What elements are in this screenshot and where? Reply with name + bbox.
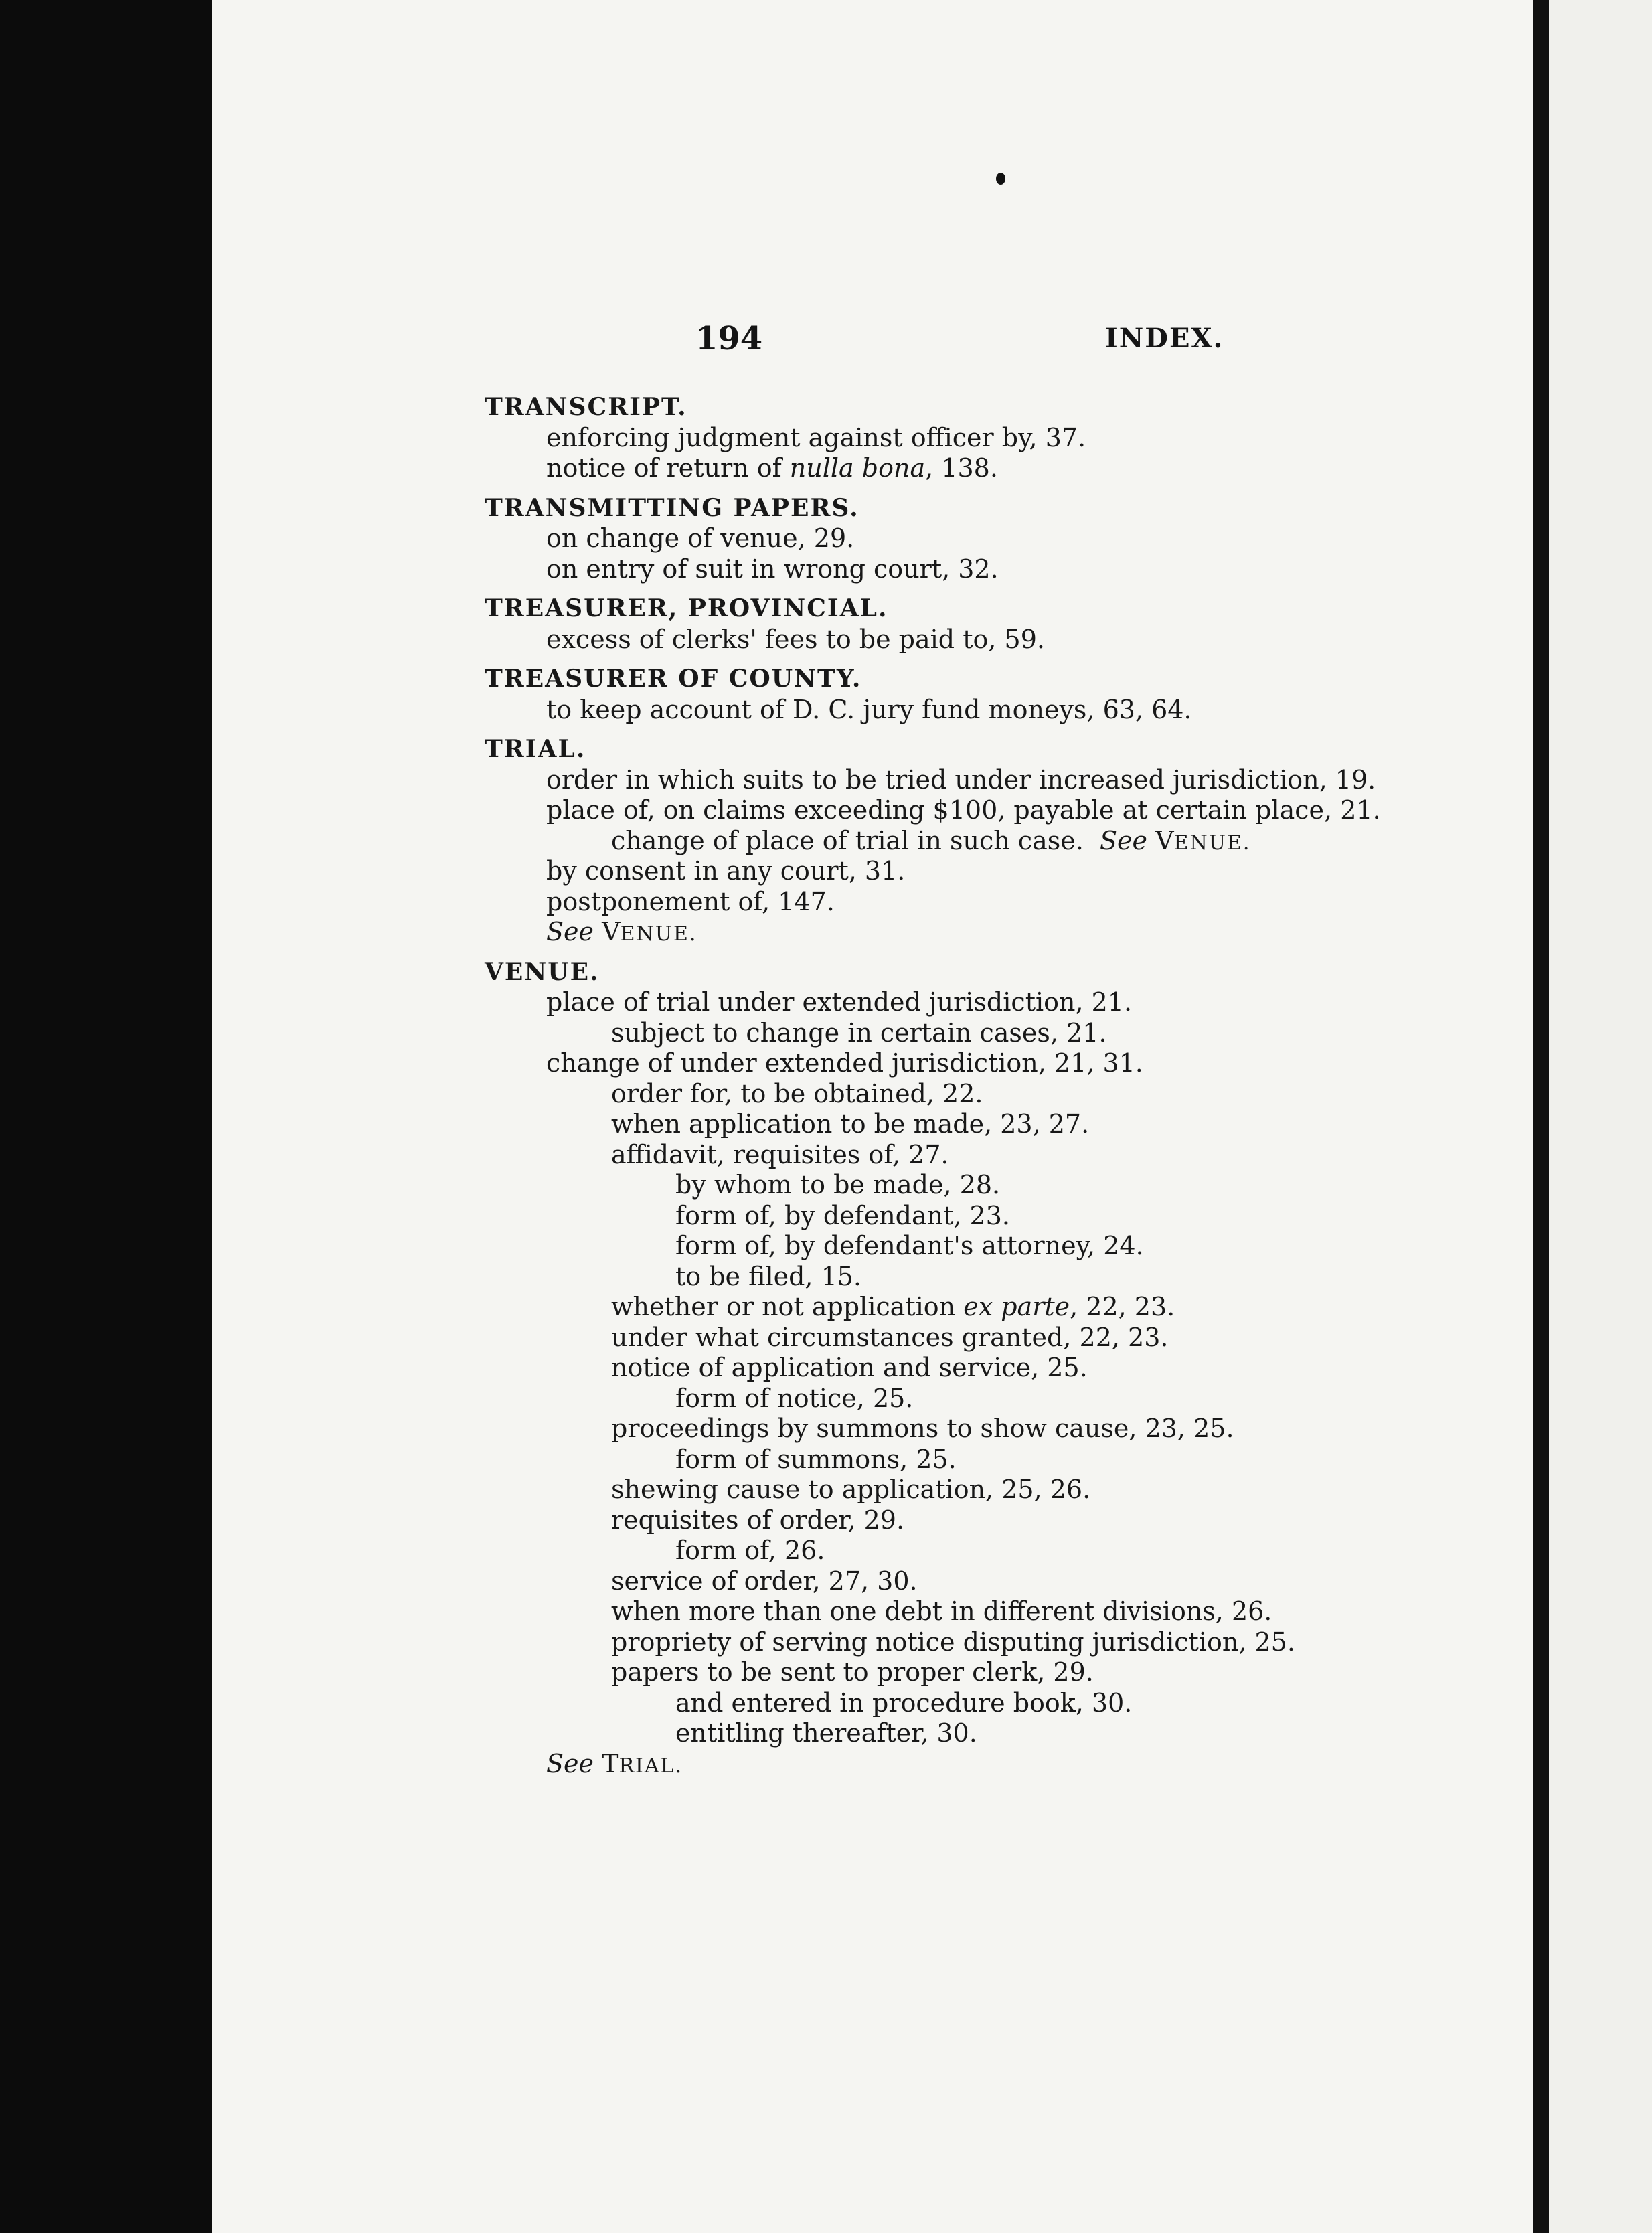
entry-text: enforcing judgment against officer by, 37. xyxy=(546,423,1086,452)
index-subentry xyxy=(611,1414,1234,1443)
entry-text: shewing cause to application, 25, 26. xyxy=(611,1475,1091,1504)
index-subentry xyxy=(546,1749,683,1779)
index-subentry xyxy=(611,1353,1088,1382)
cross-ref-initial: V xyxy=(602,917,621,946)
entry-text: TRANSCRIPT. xyxy=(485,393,687,421)
index-subentry xyxy=(675,1688,1132,1718)
index-heading xyxy=(485,664,861,693)
entry-text: proceedings by summons to show cause, 23, 25. xyxy=(611,1414,1234,1443)
entry-text: propriety of serving notice disputing jurisdiction, 25. xyxy=(611,1627,1295,1657)
book-page xyxy=(212,0,1533,2233)
see-reference: See xyxy=(546,1749,594,1779)
index-subentry xyxy=(611,1018,1107,1048)
index-subentry xyxy=(611,1657,1094,1687)
index-heading xyxy=(485,594,888,623)
index-subentry xyxy=(546,554,999,584)
entry-text: place of trial under extended jurisdiction, 21. xyxy=(546,987,1133,1017)
entry-text: form of, 26. xyxy=(675,1536,825,1565)
ink-speck xyxy=(996,173,1005,185)
index-subentry xyxy=(611,1566,918,1596)
index-heading xyxy=(485,957,600,987)
index-subentry xyxy=(546,625,1045,654)
index-subentry xyxy=(546,917,697,946)
cross-ref-initial: V xyxy=(1155,826,1174,855)
entry-text-after: , 22, 23. xyxy=(1070,1292,1175,1321)
entry-text-after: , 138. xyxy=(925,453,998,483)
entry-text: by whom to be made, 28. xyxy=(675,1170,1001,1200)
entry-text: change of place of trial in such case. xyxy=(611,826,1084,855)
index-subentry xyxy=(546,987,1132,1017)
index-subentry xyxy=(611,1475,1090,1504)
index-subentry xyxy=(611,1323,1168,1352)
entry-text: place of, on claims exceeding $100, payable at certain place, 21. xyxy=(546,795,1381,825)
index-subentry xyxy=(546,523,854,553)
index-subentry xyxy=(546,856,905,886)
see-reference: See xyxy=(546,917,594,946)
index-heading xyxy=(485,493,859,523)
entry-text: order in which suits to be tried under increased jurisdiction, 19. xyxy=(546,765,1376,795)
entry-text: notice of return of xyxy=(546,453,790,483)
entry-text: postponement of, 147. xyxy=(546,887,835,916)
index-subentry xyxy=(546,423,1086,452)
entry-text: by consent in any court, 31. xyxy=(546,856,906,886)
entry-text: affidavit, requisites of, 27. xyxy=(611,1140,949,1169)
entry-text: order for, to be obtained, 22. xyxy=(611,1079,983,1108)
index-subentry xyxy=(611,826,1250,855)
entry-text: papers to be sent to proper clerk, 29. xyxy=(611,1657,1094,1687)
index-subentry xyxy=(675,1536,825,1565)
index-subentry xyxy=(675,1231,1144,1260)
entry-text: on entry of suit in wrong court, 32. xyxy=(546,554,999,584)
index-subentry xyxy=(611,1109,1089,1139)
index-subentry xyxy=(675,1170,1000,1200)
index-subentry xyxy=(546,695,1192,724)
index-subentry xyxy=(675,1201,1010,1230)
index-subentry xyxy=(546,795,1381,825)
page-gutter xyxy=(1533,0,1549,2233)
entry-text: change of under extended jurisdiction, 21, 31. xyxy=(546,1048,1143,1078)
index-subentry xyxy=(675,1718,977,1748)
index-subentry xyxy=(611,1140,949,1169)
cross-ref-rest: ENUE. xyxy=(1173,831,1251,855)
entry-text: TREASURER OF COUNTY. xyxy=(485,665,862,693)
index-subentry xyxy=(611,1079,983,1108)
index-heading xyxy=(485,392,687,422)
index-subentry xyxy=(611,1505,904,1535)
entry-text: and entered in procedure book, 30. xyxy=(675,1688,1133,1718)
entry-text: when application to be made, 23, 27. xyxy=(611,1109,1090,1139)
index-subentry xyxy=(546,765,1376,795)
entry-text: to keep account of D. C. jury fund moneys, 63, 64. xyxy=(546,695,1192,724)
entry-text: when more than one debt in different divisions, 26. xyxy=(611,1596,1272,1626)
index-heading xyxy=(485,734,586,764)
entry-text: form of, by defendant, 23. xyxy=(675,1201,1010,1230)
page-number: 194 xyxy=(695,320,763,357)
entry-text: to be filed, 15. xyxy=(675,1262,862,1291)
index-subentry xyxy=(611,1292,1175,1321)
index-subentry xyxy=(546,887,835,916)
entry-italic: ex parte xyxy=(963,1292,1070,1321)
entry-text: service of order, 27, 30. xyxy=(611,1566,918,1596)
index-subentry xyxy=(546,1048,1143,1078)
entry-text: TRIAL. xyxy=(485,735,586,763)
entry-text: requisites of order, 29. xyxy=(611,1505,905,1535)
running-head xyxy=(212,320,1533,360)
entry-text: entitling thereafter, 30. xyxy=(675,1718,977,1748)
scan-left-margin xyxy=(0,0,212,2233)
entry-text: form of notice, 25. xyxy=(675,1384,914,1413)
entry-text: VENUE. xyxy=(485,958,600,986)
index-subentry xyxy=(611,1596,1272,1626)
page-heading: INDEX. xyxy=(1105,323,1224,354)
entry-text: subject to change in certain cases, 21. xyxy=(611,1018,1107,1048)
entry-text: form of, by defendant's attorney, 24. xyxy=(675,1231,1144,1260)
entry-text: on change of venue, 29. xyxy=(546,523,855,553)
see-reference: See xyxy=(1099,826,1147,855)
entry-text: whether or not application xyxy=(611,1292,964,1321)
cross-ref-rest: ENUE. xyxy=(620,922,697,946)
facing-page-edge xyxy=(1549,0,1652,2233)
index-subentry xyxy=(546,453,998,483)
index-subentry xyxy=(675,1444,957,1474)
entry-text: notice of application and service, 25. xyxy=(611,1353,1088,1382)
cross-ref-rest: RIAL. xyxy=(618,1754,683,1778)
entry-text: TREASURER, PROVINCIAL. xyxy=(485,594,888,623)
entry-text: form of summons, 25. xyxy=(675,1444,957,1474)
index-subentry xyxy=(675,1262,861,1291)
index-subentry xyxy=(675,1384,913,1413)
entry-text: TRANSMITTING PAPERS. xyxy=(485,494,859,522)
index-subentry xyxy=(611,1627,1295,1657)
cross-ref-initial: T xyxy=(602,1749,619,1779)
entry-text: under what circumstances granted, 22, 23. xyxy=(611,1323,1169,1352)
entry-italic: nulla bona xyxy=(789,453,926,483)
entry-text: excess of clerks' fees to be paid to, 59. xyxy=(546,625,1045,654)
